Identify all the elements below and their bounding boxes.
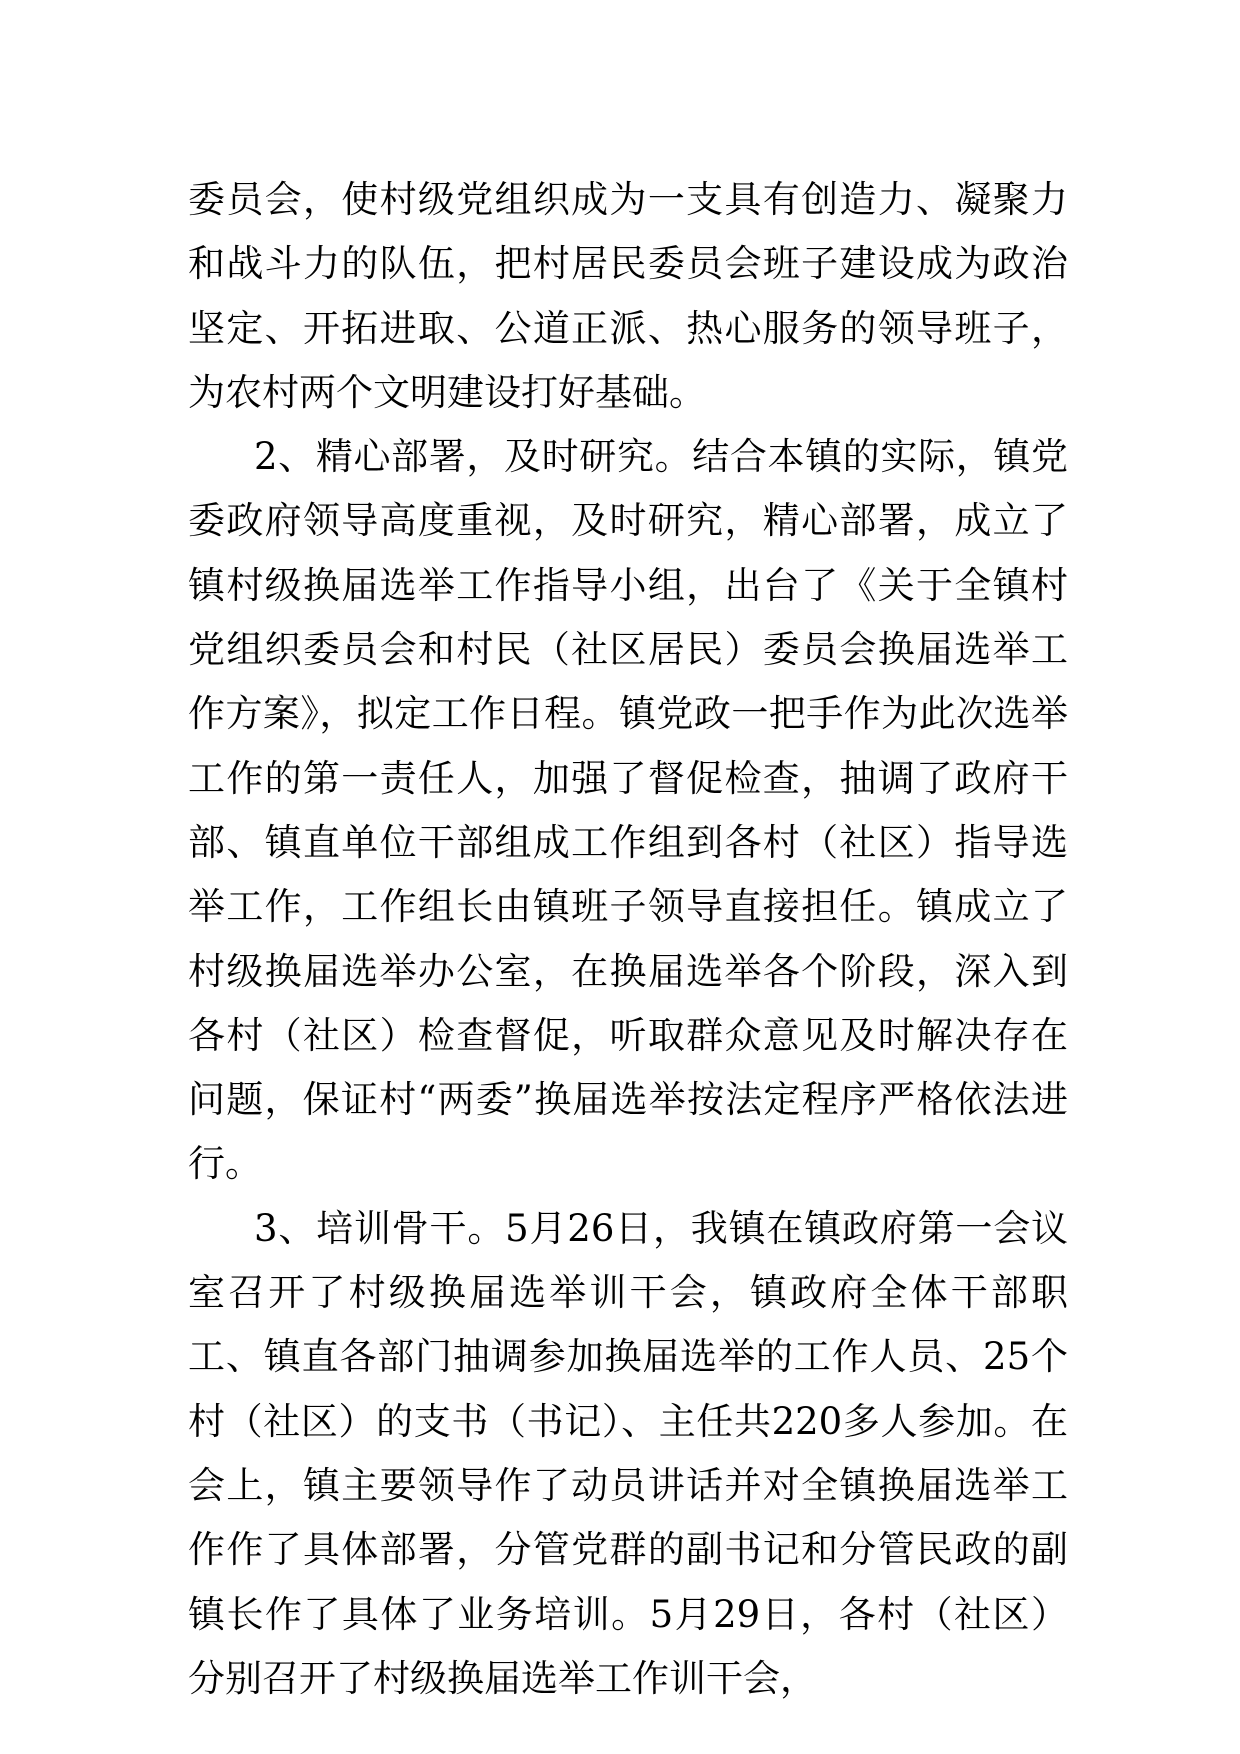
paragraph-careful-deployment: 2、精心部署，及时研究。结合本镇的实际，镇党委政府领导高度重视，及时研究，精心部署，成立了镇村级换届选举工作指导小组，出台了《关于全镇村党组织委员会和村民（社区居民）委员会换届选举工作方案》，拟定工作日程。镇党政一把手作为此次选举工作的第一责任人，加强了督促检查，抽调了政府干部、镇直单位干部组成工作组到各村（社区）指导选举工作，工作组长由镇班子领导直接担任。镇成立了村级换届选举办公室，在换届选举各个阶段，深入到各村（社区）检查督促，听取群众意见及时解决存在问题，保证村“两委”换届选举按法定程序严格依法进行。 — [188, 435, 1068, 1186]
paragraph-continuation: 委员会，使村级党组织成为一支具有创造力、凝聚力和战斗力的队伍，把村居民委员会班子建设成为政治坚定、开拓进取、公道正派、热心服务的领导班子，为农村两个文明建设打好基础。 — [188, 178, 1068, 414]
paragraph-training: 3、培训骨干。5月26日，我镇在镇政府第一会议室召开了村级换届选举训干会，镇政府全体干部职工、镇直各部门抽调参加换届选举的工作人员、25个村（社区）的支书（书记）、主任共220多人参加。在会上，镇主要领导作了动员讲话并对全镇换届选举工作作了具体部署，分管党群的副书记和分管民政的副镇长作了具体了业务培训。5月29日，各村（社区）分别召开了村级换届选举工作训干会， — [188, 1206, 1068, 1700]
document-body — [188, 168, 1068, 1711]
